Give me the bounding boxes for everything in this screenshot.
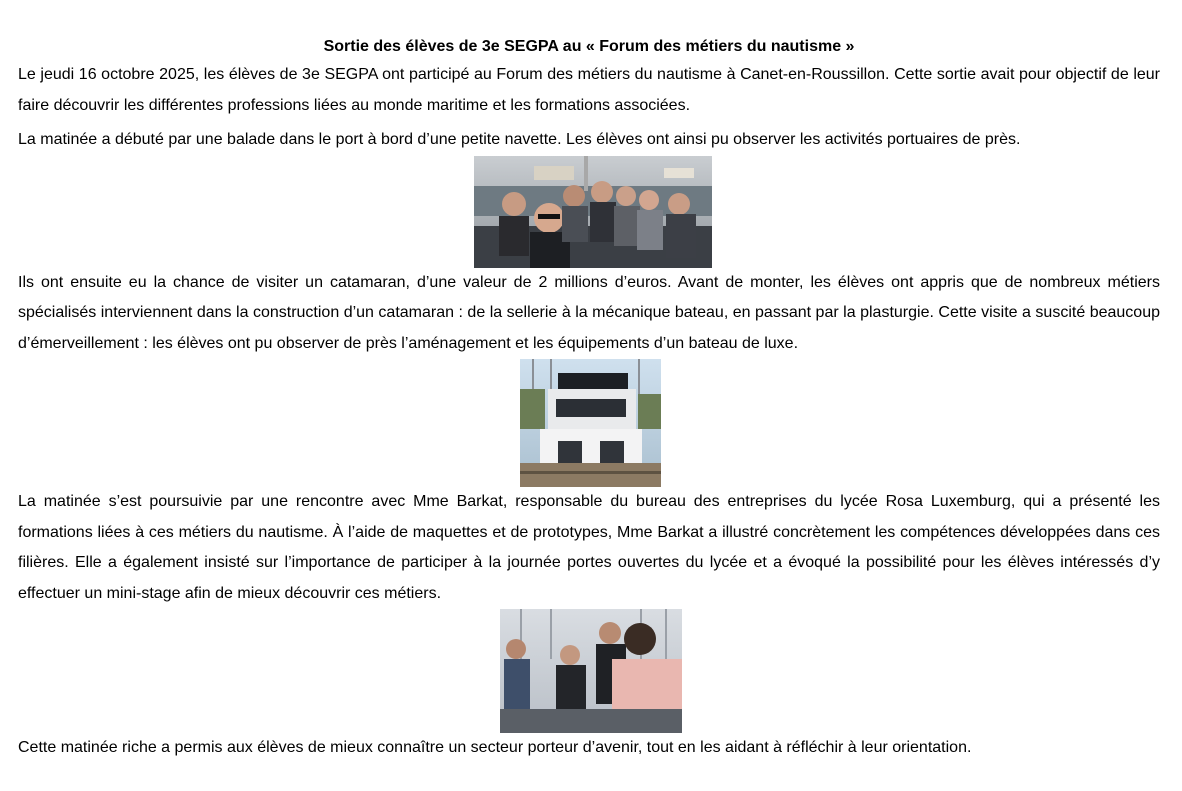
article	[18, 36, 1160, 764]
photo-students-on-shuttle	[474, 156, 712, 268]
photo-catamaran	[520, 359, 661, 487]
paragraph-shuttle: La matinée a débuté par une balade dans le port à bord d’une petite navette. Les élèves ont ainsi pu observer les activités portuaires de près.	[18, 131, 1021, 148]
paragraph-catamaran: Ils ont ensuite eu la chance de visiter un catamaran, d’une valeur de 2 millions d’euros. Avant de monter, les élèves ont appris que de nombreux métiers spécialisés interviennent dans la construction d’un catamaran : de la sellerie à la mécanique bateau, en passant par la plasturgie. Cette visite a suscité beaucoup d’émerveillement : les élèves ont pu observer de près l’aménagement et les équipements d’un bateau de luxe.	[18, 273, 1160, 352]
photo-container-catamaran	[18, 359, 1160, 487]
article-title: Sortie des élèves de 3e SEGPA au « Forum des métiers du nautisme »	[323, 38, 855, 55]
paragraph-meeting: La matinée s’est poursuivie par une rencontre avec Mme Barkat, responsable du bureau des entreprises du lycée Rosa Luxemburg, qui a présenté les formations liées à ces métiers du nautisme. À l’aide de maquettes et de prototypes, Mme Barkat a illustré concrètement les compétences développées dans ces filières. Elle a également insisté sur l’importance de participer à la journée portes ouvertes du lycée et a évoqué la possibilité pour les élèves intéressés d’y effectuer un mini-stage afin de mieux découvrir ces métiers.	[18, 493, 1160, 602]
photo-container-meeting	[18, 609, 1160, 733]
paragraph-intro: Le jeudi 16 octobre 2025, les élèves de 3e SEGPA ont participé au Forum des métiers du nautisme à Canet-en-Roussillon. Cette sortie avait pour objectif de leur faire découvrir les différentes professions liées au monde maritime et les formations associées.	[18, 66, 1160, 114]
photo-container-shuttle	[18, 156, 1160, 268]
paragraph-conclusion: Cette matinée riche a permis aux élèves de mieux connaître un secteur porteur d’avenir, tout en les aidant à réfléchir à leur orientation.	[18, 739, 972, 756]
photo-meeting-mme-barkat	[500, 609, 682, 733]
